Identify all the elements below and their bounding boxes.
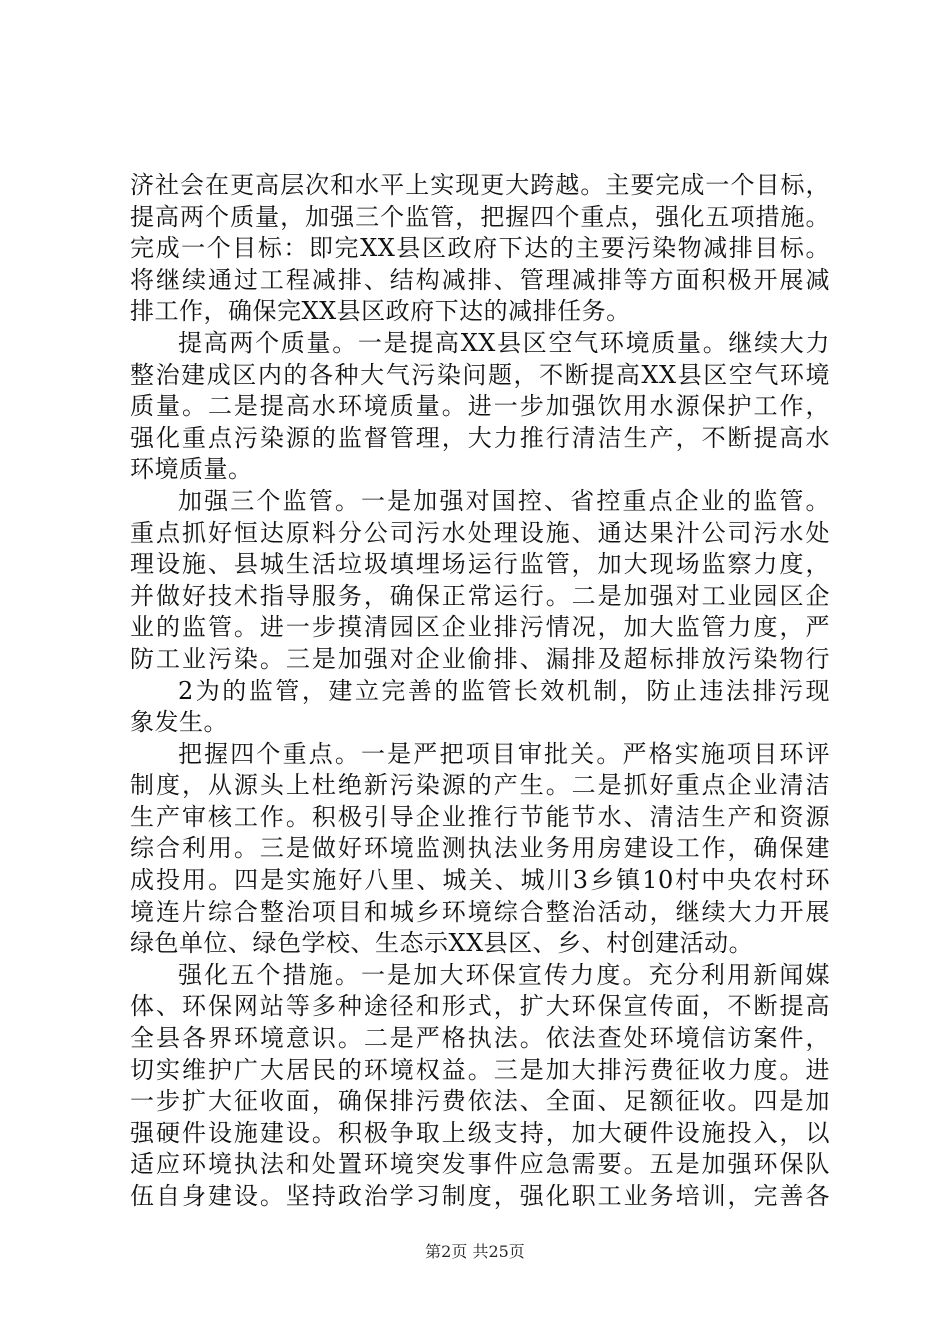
paragraph-first-line: 加强三个监管。一是加强对国控、省控重点企业的监管。 <box>178 486 830 515</box>
text-line: 切实维护广大居民的环境权益。三是加大排污费征收力度。进 <box>130 1055 830 1084</box>
text-line: 成投用。四是实施好八里、城关、城川3乡镇10村中央农村环 <box>130 866 830 895</box>
text-line: 全县各界环境意识。二是严格执法。依法查处环境信访案件， <box>130 1024 830 1053</box>
text-line: 制度，从源头上杜绝新污染源的产生。二是抓好重点企业清洁 <box>130 771 830 800</box>
text-line: 境连片综合整治项目和城乡环境综合整治活动，继续大力开展 <box>130 897 830 926</box>
text-line: 排工作，确保完XX县区政府下达的减排任务。 <box>130 297 631 326</box>
text-line: 整治建成区内的各种大气污染问题，不断提高XX县区空气环境 <box>130 360 830 389</box>
paragraph-first-line: 把握四个重点。一是严把项目审批关。严格实施项目环评 <box>178 739 830 768</box>
body-text <box>130 170 830 1213</box>
text-line: 2为的监管，建立完善的监管长效机制，防止违法排污现 <box>178 676 830 705</box>
text-line: 完成一个目标：即完XX县区政府下达的主要污染物减排目标。 <box>130 234 830 263</box>
text-line: 综合利用。三是做好环境监测执法业务用房建设工作，确保建 <box>130 834 830 863</box>
text-line: 适应环境执法和处置环境突发事件应急需要。五是加强环保队 <box>130 1150 830 1179</box>
text-line: 将继续通过工程减排、结构减排、管理减排等方面积极开展减 <box>130 265 830 294</box>
text-line: 业的监管。进一步摸清园区企业排污情况，加大监管力度，严 <box>130 613 830 642</box>
text-line: 一步扩大征收面，确保排污费依法、全面、足额征收。四是加 <box>130 1087 830 1116</box>
text-line: 强化重点污染源的监督管理，大力推行清洁生产，不断提高水 <box>130 423 830 452</box>
text-line: 强硬件设施建设。积极争取上级支持，加大硬件设施投入，以 <box>130 1118 830 1147</box>
text-line: 济社会在更高层次和水平上实现更大跨越。主要完成一个目标， <box>130 171 830 199</box>
text-line: 生产审核工作。积极引导企业推行节能节水、清洁生产和资源 <box>130 802 830 831</box>
text-line: 理设施、县城生活垃圾填埋场运行监管，加大现场监察力度， <box>130 550 830 579</box>
text-line: 环境质量。 <box>130 455 253 484</box>
text-line: 质量。二是提高水环境质量。进一步加强饮用水源保护工作， <box>130 392 830 421</box>
text-line: 体、环保网站等多种途径和形式，扩大环保宣传面，不断提高 <box>130 992 830 1021</box>
text-line: 并做好技术指导服务，确保正常运行。二是加强对工业园区企 <box>130 581 830 610</box>
text-line: 象发生。 <box>130 708 228 737</box>
paragraph-first-line: 提高两个质量。一是提高XX县区空气环境质量。继续大力 <box>178 328 830 357</box>
text-line: 绿色单位、绿色学校、生态示XX县区、乡、村创建活动。 <box>130 929 754 958</box>
paragraph-first-line: 强化五个措施。一是加大环保宣传力度。充分利用新闻媒 <box>178 960 830 989</box>
page-number-footer: 第2页 共25页 <box>425 1242 525 1261</box>
text-line: 提高两个质量，加强三个监管，把握四个重点，强化五项措施。 <box>130 202 830 231</box>
text-line: 伍自身建设。坚持政治学习制度，强化职工业务培训，完善各 <box>130 1182 830 1210</box>
text-line: 防工业污染。三是加强对企业偷排、漏排及超标排放污染物行 <box>130 644 830 673</box>
text-line: 重点抓好恒达原料分公司污水处理设施、通达果汁公司污水处 <box>130 518 830 547</box>
